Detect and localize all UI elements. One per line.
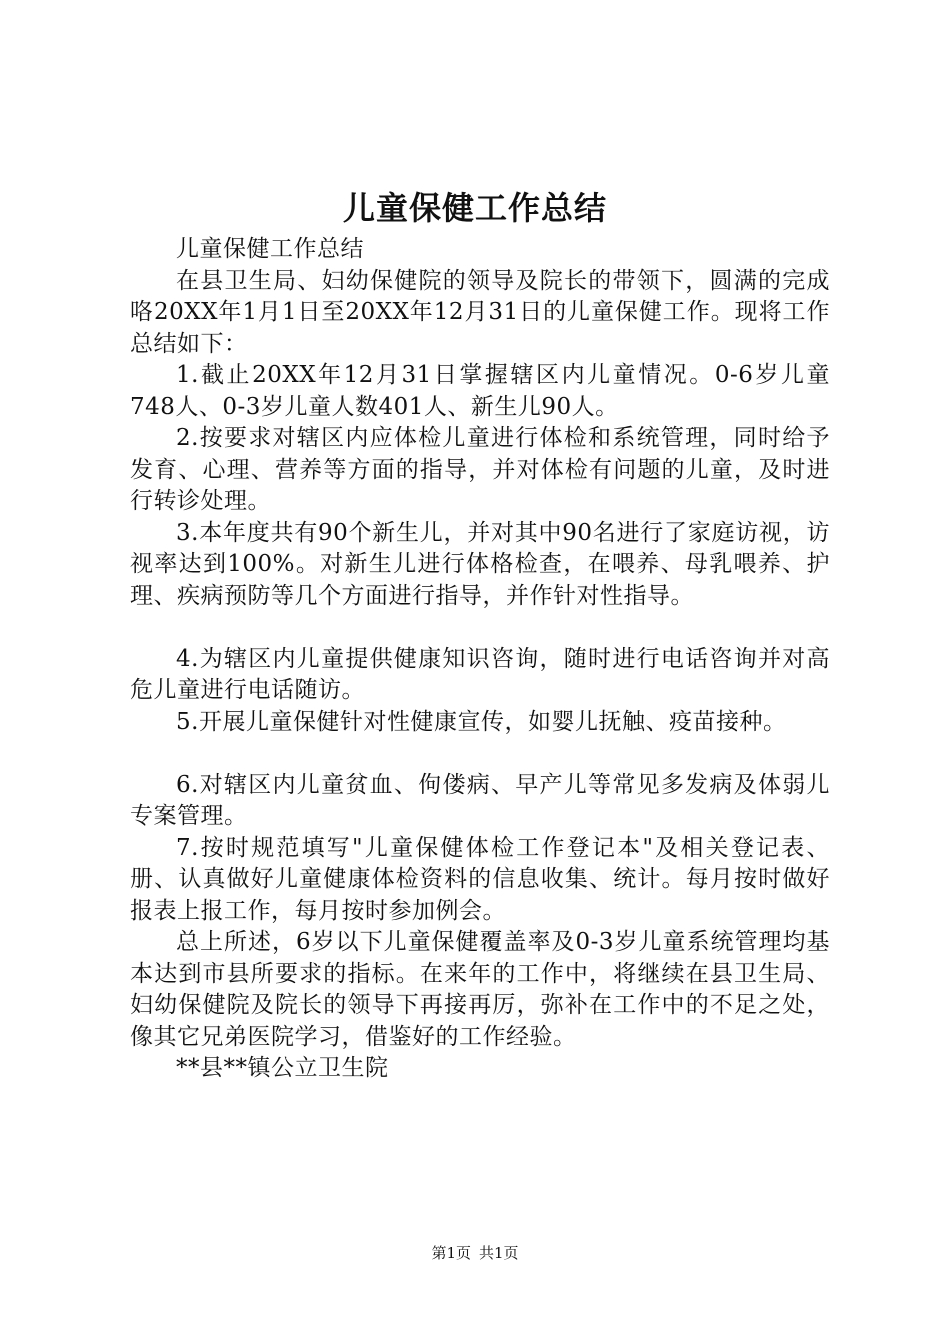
paragraph-item-5: 5.开展儿童保健针对性健康宣传，如婴儿抚触、疫苗接种。 — [176, 708, 787, 735]
paragraph-item-7: 7.按时规范填写"儿童保健体检工作登记本"及相关登记表、册、认真做好儿童健康体检资料的信息收集、统计。每月按时做好报表上报工作，每月按时参加例会。 — [130, 834, 830, 924]
document-body — [130, 234, 830, 1085]
paragraph-subtitle: 儿童保健工作总结 — [176, 236, 364, 262]
paragraph-item-4: 4.为辖区内儿童提供健康知识咨询，随时进行电话咨询并对高危儿童进行电话随访。 — [130, 645, 830, 703]
paragraph-item-1: 1.截止20XX年12月31日掌握辖区内儿童情况。0-6岁儿童748人、0-3岁儿童人数401人、新生儿90人。 — [130, 362, 830, 420]
paragraph-signature: **县**镇公立卫生院 — [176, 1055, 389, 1081]
page-number: 第1页 — [431, 1244, 471, 1262]
page-total: 共1页 — [479, 1244, 519, 1262]
paragraph-item-3: 3.本年度共有90个新生儿，并对其中90名进行了家庭访视，访视率达到100%。对新生儿进行体格检查，在喂养、母乳喂养、护理、疾病预防等几个方面进行指导，并作针对性指导。 — [130, 519, 830, 609]
page-footer — [0, 1243, 950, 1263]
paragraph-conclusion: 总上所述，6岁以下儿童保健覆盖率及0-3岁儿童系统管理均基本达到市县所要求的指标。在来年的工作中，将继续在县卫生局、妇幼保健院及院长的领导下再接再厉，弥补在工作中的不足之处，像其它兄弟医院学习，借鉴好的工作经验。 — [130, 929, 830, 1050]
paragraph-intro: 在县卫生局、妇幼保健院的领导及院长的带领下，圆满的完成咯20XX年1月1日至20XX年12月31日的儿童保健工作。现将工作总结如下： — [130, 267, 830, 357]
document-title: 儿童保健工作总结 — [342, 189, 607, 227]
paragraph-item-2: 2.按要求对辖区内应体检儿童进行体检和系统管理，同时给予发育、心理、营养等方面的指导，并对体检有问题的儿童，及时进行转诊处理。 — [130, 425, 830, 514]
paragraph-item-6: 6.对辖区内儿童贫血、佝偻病、早产儿等常见多发病及体弱儿专案管理。 — [130, 771, 830, 829]
